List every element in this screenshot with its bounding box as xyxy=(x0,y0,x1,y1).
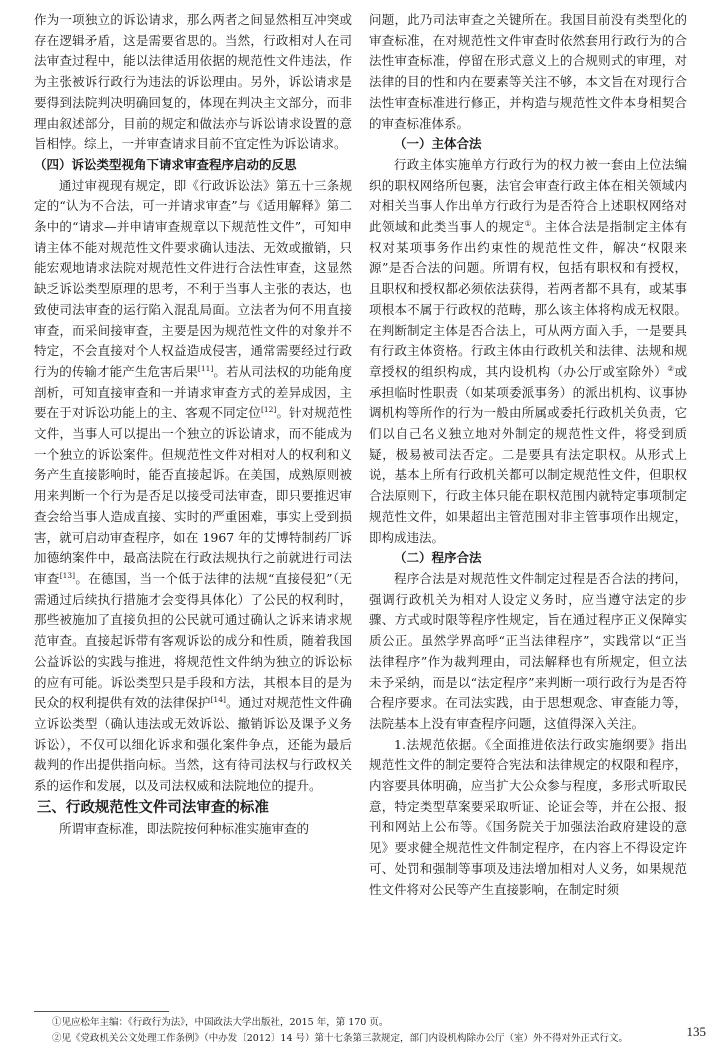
paragraph-standard-intro: 所谓审查标准，即法院按何种标准实施审查的 xyxy=(59,820,310,836)
page-number: 135 xyxy=(686,1024,706,1039)
citation-13: [13] xyxy=(59,570,76,580)
paragraph-review-analysis xyxy=(34,176,352,797)
subsection-heading-2: （二）程序合法 xyxy=(394,550,482,566)
text-run: 行政主体实施单方行政行为的权力被一套由上位法编织的职权网络所包裹，法官会审查行政主体在相关领域内对相关当事人作出单方行政行为是否符合上述职权网络对此领域和此类当事人的规定 xyxy=(369,156,687,235)
section-heading-3: 三、行政规范性文件司法审查的标准 xyxy=(36,799,269,816)
paragraph-intro-left: 作为一项独立的诉讼请求，那么两者之间显然相互冲突或存在逻辑矛盾，这是需要省思的。当然，行政相对人在司法审查过程中，能以法律适用依据的规范性文件违法，作为主张被诉行政行为违法的诉讼理由。另外，诉讼请求是要得到法院判决明确回复的，体现在判决主文部分，而非理由叙述部分，目前的规定和做法亦与诉讼请求设置的意旨相悖。综上，一并审查请求目前不宜定性为诉讼请求。 xyxy=(34,12,352,152)
subsection-heading-1: （一）主体合法 xyxy=(394,136,482,152)
citation-12: [12] xyxy=(260,405,277,415)
paragraph-intro-right: 问题，此乃司法审查之关键所在。我国目前没有类型化的审查标准，在对规范性文件审查时依然套用行政行为的合法性审查标准，停留在形式意义上的合规则式的审理，对法律的目的性和内在要素等关注不够，本文旨在对现行合法性审查标准进行修正，并构造与规范性文件本身相契合的审查标准体系。 xyxy=(369,12,687,131)
footnote-ref-2: ② xyxy=(667,363,675,373)
text-run: 。针对规范性文件，当事人可以提出一个独立的诉讼请求，而不能成为一个独立的诉讼案件。但规范性文件对相对人的权利和义务产生直接影响时，能否直接起诉。在美国，成熟原则被用来判断一个行为是否足以接受司法审查，即只要推迟审查会给当事人造成直接、实时的严重困难，事实上受到损害，就可启动审查程序，如在 1967 年的艾博特制药厂诉加德纳案件中，最高法院在行政法规执行之前就进行司法审查 xyxy=(34,405,352,586)
citation-11: [11] xyxy=(197,363,214,373)
right-column xyxy=(369,10,687,900)
footnote-ref-1: ① xyxy=(524,218,532,228)
text-run: 通过审视现有规定，即《行政诉讼法》第五十三条规定的“认为不合法，可一并请求审查”与《适用解释》第二条中的“请求—并申请审查规章以下规范性文件”，可知申请主体不能对规范性文件要求确认违法、无效或撤销，只能宏观地请求法院对规范性文件进行合法性审查，这显然缺乏诉讼类型原理的思考，不利于当事人主张的表达，也致使司法审查的运行陷入混乱局面。立法者为何不用直接审查，而采间接审查，主要是因为规范性文件的对象并不特定，不会直接对个人权益造成侵害，通常需要经过行政行为的传输才能产生危害后果 xyxy=(34,177,352,379)
footnote-2: ②见《党政机关公文处理工作条例》（中办发〔2012〕14 号）第十七条第三款规定，部门内设机构除办公厅（室）外不得对外正式行文。 xyxy=(52,1033,629,1044)
subsection-heading-4: （四）诉讼类型视角下请求审查程序启动的反思 xyxy=(34,156,297,172)
paragraph-legal-basis: 1.法规范依据。《全面推进依法行政实施纲要》指出规范性文件的制定要符合宪法和法律规定的权限和程序，内容要具体明确，应当扩大公众参与程度，多形式听取民意，特定类型草案要采取听证、论证会等，并在公报、报刊和网站上公布等。《国务院关于加强法治政府建设的意见》要求健全规范性文件制定程序，在内容上不得设定许可、处罚和强制等事项及违法增加相对人义务，如果规范性文件将对公民等产生直接影响，在制定时须 xyxy=(369,736,687,897)
text-run: 。在德国，当一个低于法律的法规“直接侵犯”（无需通过后续执行措施才会变得具体化）了公民的权利时，那些被施加了直接负担的公民就可通过确认之诉来请求规范审查。直接起诉带有客观诉讼的成分和性质，随着我国公益诉讼的实践与推进，将规范性文件纳为独立的诉讼标的应有可能。诉讼类型只是手段和方法，其根本目的是为民众的权利提供有效的法律保护 xyxy=(34,570,352,711)
citation-14: [14] xyxy=(210,695,226,705)
text-run: 。若从司法权的功能角度剖析，可知直接审查和一并请求审查方式的差异成因，主要在于对诉讼功能上的主、客观不同定位 xyxy=(34,363,352,421)
text-run: 或承担临时性职责（如某项委派事务）的派出机构、议事协调机构等所作的行为一般由所属或委托行政机关负责，它们以自己名义独立地对外制定的规范性文件，将受到质疑，极易被司法否定。二是要具有法定职权。从形式上说，基本上所有行政机关都可以制定规范性文件，但职权合法原则下，行政主体只能在职权范围内就特定事项制定规范性文件，如果超出主管范围对非主管事项作出规定，即构成违法。 xyxy=(369,363,687,545)
paragraph-subject-legality xyxy=(369,155,687,548)
footnote-1: ①见应松年主编：《行政行为法》，中国政法大学出版社，2015 年，第 170 页。 xyxy=(52,1017,389,1028)
left-column xyxy=(34,10,352,839)
footnote-divider xyxy=(34,1011,169,1012)
text-run: 。通过对规范性文件确立诉讼类型（确认违法或无效诉讼、撤销诉讼及课予义务诉讼），不仅可以细化诉求和强化案件争点，还能为最后裁判的作出提供指向标。当然，这有待司法权与行政权关系的运作和发展，以及司法权威和法院地位的提升。 xyxy=(34,695,352,794)
text-run: 。主体合法是指制定主体有权对某项事务作出约束性的规范性文件，解决“权限来源”是否合法的问题。所谓有权，包括有职权和有授权，且职权和授权都必须依法获得，若两者都不具有，或某事项根本不属于行政权的范畴，那么该主体将构成无权限。在判断制定主体是否合法上，可从两方面入手，一是要具有行政主体资格。行政主体由行政机关和法律、法规和规章授权的组织构成，其内设机构（办公厅或室除外） xyxy=(369,219,687,379)
paragraph-procedure-legality: 程序合法是对规范性文件制定过程是否合法的拷问，强调行政机关为相对人设定义务时，应当遵守法定的步骤、方式或时限等程序性规定，旨在通过程序正义保障实质公正。虽然学界高呼“正当法律程序”，实践常以“正当法律程序”作为裁判理由，司法解释也有所规定，但立法未予采纳，而是以“法定程序”来判断一项行政行为是否符合程序要求。在司法实践，由于思想观念、审查能力等，法院基本上没有审查程序问题，这值得深入关注。 xyxy=(369,570,687,731)
